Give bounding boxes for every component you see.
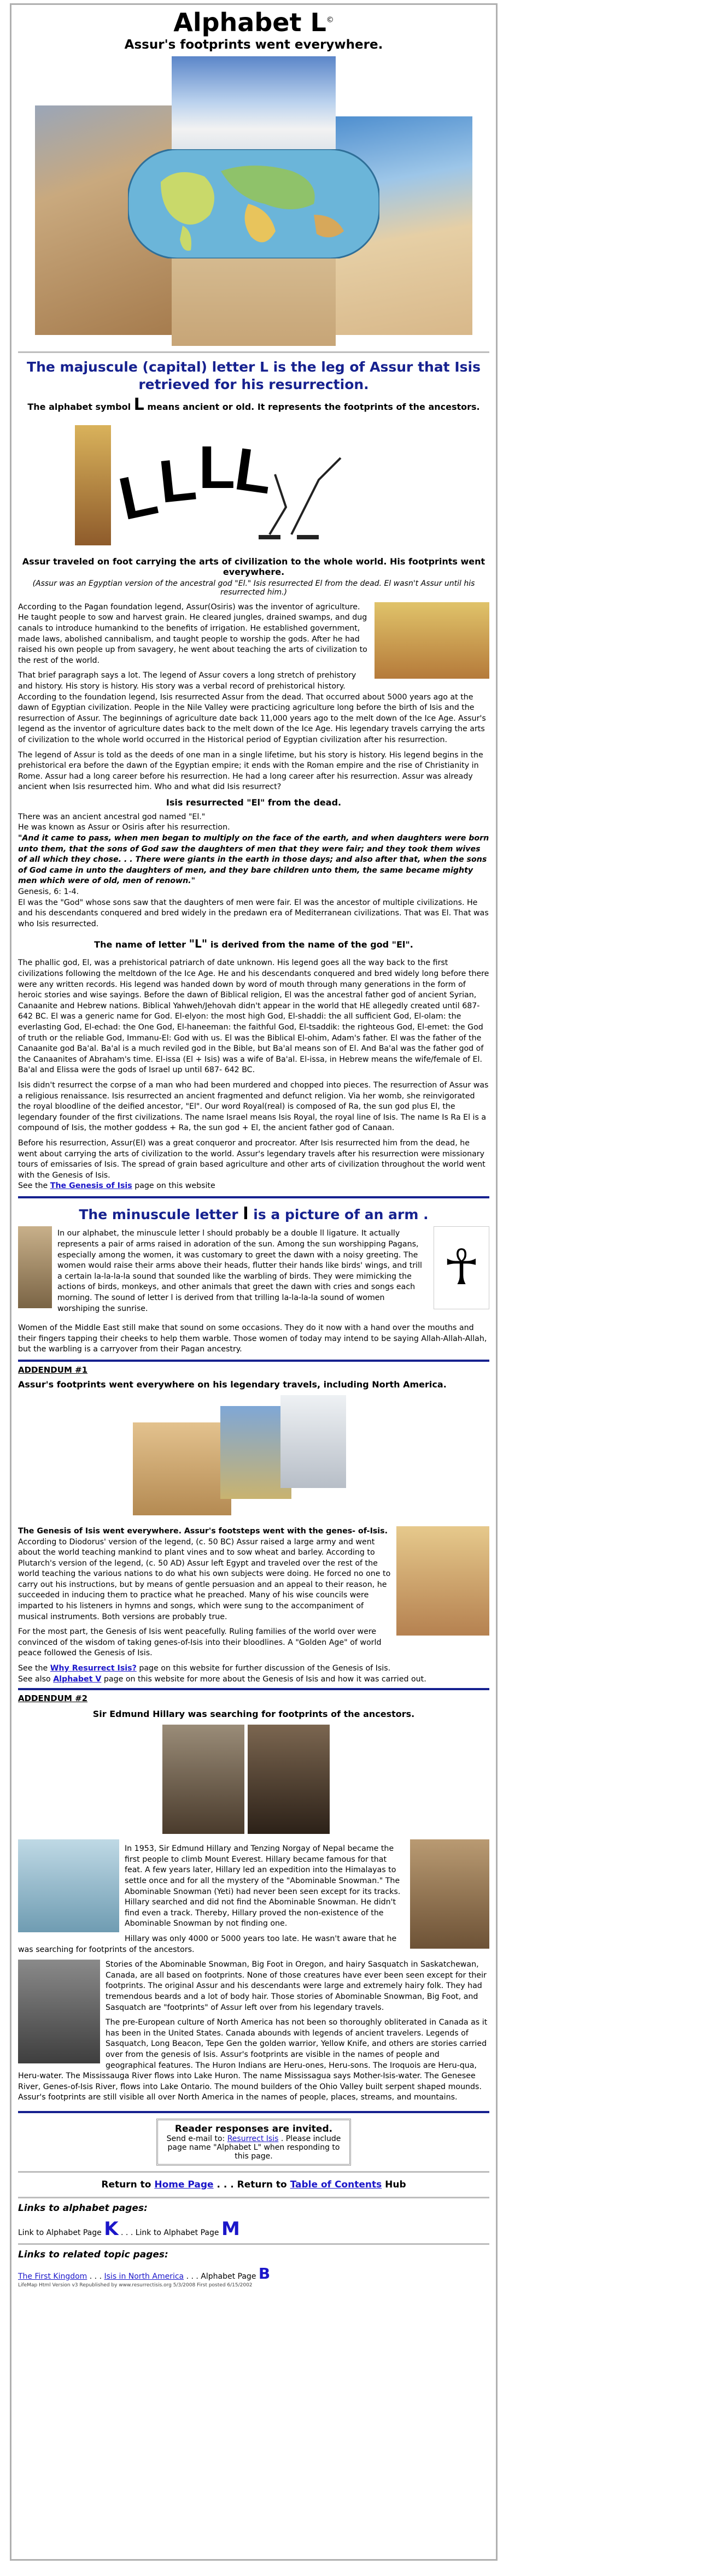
bigfoot-footprint-image [410,1839,489,1949]
tenzing-photo [248,1725,330,1834]
divider [18,351,489,353]
alphabet-v-link[interactable]: Alphabet V [53,1674,102,1684]
assur-caption-italic: (Assur was an Egyptian version of the ancestral god "El." Isis resurrected El from the dead. El wasn't Assur until his resurrected him.) [32,579,475,597]
snow-footprints-image [172,56,336,160]
return-nav: Return to Home Page . . . Return to Table of Contents Hub [101,2179,406,2190]
svg-text:L: L [113,459,163,533]
paragraph: See the Why Resurrect Isis? page on this website for further discussion of the Genesis of Isis. See also Alphabet V page on this website for more about the Genesis of Isis and how it was carried out. [18,1664,426,1684]
section-heading-majuscule: The majuscule (capital) letter L is the leg of Assur that Isis retrieved for his resurrection. [27,359,481,392]
isis-north-america-link[interactable]: Isis in North America [104,2272,184,2281]
reader-response-box: Reader responses are invited. Send e-mail to: Resurrect Isis . Please include page name "Alphabet L" when responding to this page. [156,2119,351,2166]
page-subtitle: Assur's footprints went everywhere. [124,38,383,52]
hillary-photos [18,1725,489,1839]
egyptian-farming-image [375,602,489,679]
symbol-intro: The alphabet symbol L means ancient or old. It represents the footprints of the ancestors. [27,395,480,414]
snow-footprints-image-small [280,1395,346,1488]
subhead-isis-resurrected-el: Isis resurrected "El" from the dead. [166,797,342,808]
divider [18,1196,489,1198]
arm-symbol-image-left [18,1226,52,1308]
addendum-2-label: ADDENDUM #2 [18,1693,88,1704]
table-of-contents-link[interactable]: Table of Contents [290,2179,382,2190]
alphabet-b-link[interactable]: B [258,2264,271,2283]
divider [18,2111,489,2113]
paragraph: Stories of the Abominable Snowman, Big Foot in Oregon, and hairy Sasquatch in Saskatchewan, Canada, are all based on footprints. None of those creatures have ever been seen except for their footprints. The original Assur and his descendants were large and extremely hairy folk. They had tremendous beards and a lot of body hair. Those stories of Abominable Snowman, Big Foot, and Sasquatch are "footprints" of Assur left over from his legendary travels. [106,1960,487,2012]
world-map-image [128,149,379,258]
topic-links: The First Kingdom . . . Isis in North America . . . Alphabet Page B [18,2264,271,2283]
divider [18,2171,489,2173]
first-kingdom-link[interactable]: The First Kingdom [18,2272,87,2281]
paragraph: The phallic god, El, was a prehistorical patriarch of date unknown. His legend goes all the way back to the first civilizations following the meltdown of the Ice Age. He and his descendants conquered and bred widely long before there were any written records. His legend was handed down by word of mouth through many generations in the form of heroic stories and wise sayings. Before the dawn of Biblical religion, El was the ancestral father god of ancient Syrian, Canaanite and Hebrew nations. Biblical Yahweh/Jehovah didn't appear in the world that HE allegedly created until 687- 642 BC. El was a generic name for God. El-elyon: the most high God, El-shaddi: the all sufficient God, El-olam: the everlasting God, El-echad: the One God, El-haneeman: the faithful God, El-tsaddik: the righteous God, El-emet: the God of truth or the reliable God, Immanu-El: God with us. El was the Biblical El-ohim, Adam's father. El was the father of the Canaanite god Ba'al. Ba'al is a much reviled god in the Bible, but Ba'al means son of El. And Ba'al was the father god of the Canaanites of Abraham's time. El-issa (El + Isis) was a wife of Ba'al. El-issa, in Hebrew means the wife/female of El. Ba'al and Elissa were the gods of Israel up until 687- 642 BC. [18,958,489,1075]
alphabet-links-heading: Links to alphabet pages: [18,2202,148,2214]
yeti-footprint-image [18,1839,119,1932]
svg-text:L: L [155,445,200,516]
addendum-2-heading: Sir Edmund Hillary was searching for footprints of the ancestors. [92,1709,415,1720]
resurrect-isis-email-link[interactable]: Resurrect Isis [227,2134,279,2143]
assur-caption-bold: Assur traveled on foot carrying the arts of civilization to the whole world. His footprints went everywhere. [22,556,485,577]
footprints-collage [18,1395,489,1521]
alphabet-links: Link to Alphabet Page K . . . Link to Alphabet Page M [18,2218,240,2240]
home-page-link[interactable]: Home Page [154,2179,214,2190]
paragraph: According to the Pagan foundation legend, Assur(Osiris) was the inventor of agriculture. He taught people to sow and harvest grain. He cleared jungles, drained swamps, and dug canals to introduce humankind to the benefits of irrigation. He established government, made laws, abolished cannibalism, and taught people to worship the gods. After he had raised his own people up from savagery, he went about teaching the arts of civilization to the rest of the world. [18,602,367,665]
paragraph: In 1953, Sir Edmund Hillary and Tenzing Norgay of Nepal became the first people to climb Mount Everest. Hillary became famous for that feat. A few years later, Hillary led an expedition into the Himalayas to settle once and for all the mystery of the "Abominable Snowman." The Abominable Snowman (Yeti) had never been seen except for its tracks. Hillary searched and did not find the Abominable Snowman. He didn't find even a track. Thereby, Hillary proved the non-existence of the Abominable Snowman by not finding one. [125,1844,401,1928]
paragraph: The legend of Assur is told as the deeds of one man in a single lifetime, but his story is history. His legend begins in the prehistorical era before the dawn of the Egyptian empire; it ends with the Roman empire and the rise of Christianity in Rome. Assur had a long career before his resurrection. He had a long career after his resurrection. Assur was already ancient when Isis resurrected him. Who and what did Isis resurrect? [18,750,483,792]
addendum-1-heading: Assur's footprints went everywhere on his legendary travels, including North America. [18,1379,447,1390]
page-title: Alphabet L© [173,8,334,37]
paragraph: Isis didn't resurrect the corpse of a man who had been murdered and chopped into pieces. The resurrection of Assur was a religious renaissance. Isis resurrected an ancient fragmented and defunct religion. Via her womb, she reinvigorated the royal bloodline of the deified ancestor, "El". Our word Royal(real) is composed of Ra, the sun god plus El, the legendary founder of the first civilizations. The name Israel means Isis Royal, the royal line of Isis. The name Is Ra El is a compound of Isis, the mother goddess + Ra, the sun god + El, the ancient father god of Canaan. [18,1080,489,1133]
footer-text: LifeMap Html Version v3 Republished by www.resurrectisis.org 5/3/2008 First posted 6/15/2002 [18,2282,253,2288]
divider [18,1688,489,1690]
paragraph: In our alphabet, the minuscule letter l should probably be a double ll ligature. It actually represents a pair of arms raised in adoration of the sun. Among the sun worshipping Pagans, especially among the women, it was customary to greet the dawn with a noisy greeting. The women would raise their arms above their heads, flutter their hands like birds' wings, and trill a certain la-la-la-la sound that sounded like the warbling of birds. They were mimicking the actions of birds, monkeys, and other animals that greet the dawn with cries and songs each morning. The sound of letter l is derived from that trilling la-la-la-la sound of women worshiping the sunrise. [57,1229,422,1313]
paragraph: Hillary was only 4000 or 5000 years too late. He wasn't aware that he was searching for footprints of the ancestors. [18,1934,397,1954]
walking-l-letters-image [111,425,368,551]
paragraph: That brief paragraph says a lot. The legend of Assur covers a long stretch of prehistory and history. His story is history. His story was a verbal record of prehistorical history. According to the foundation legend, Isis resurrected Assur from the dead. That occurred about 5000 years ago at the dawn of Egyptian civilization. People in the Nile Valley were practicing agriculture long before the birth of Isis and the resurrection of Assur. The beginnings of agriculture date back 11,000 years ago to the melt down of the Ice Age. Assur's legend as the inventor of agriculture dates back to the melt down of the Ice Age. His legendary travels carrying the arts of civilization to the whole world occurred in the Historical period of Egyptian civilization after his resurrection. [18,671,486,744]
header-collage [35,56,472,346]
egyptian-women-painting-image [396,1526,489,1636]
divider [18,1360,489,1362]
svg-text:L: L [231,435,277,507]
ankh-symbol-image-right: ☥ [434,1226,489,1309]
paragraph: The Genesis of Isis went everywhere. Assur's footsteps went with the genes- of-Isis. According to Diodorus' version of the legend, (c. 50 BC) Assur raised a large army and went about the world teaching mankind to plant vines and to sow wheat and barley. According to Plutarch's version of the legend, (c. 50 AD) Assur left Egypt and traveled over the rest of the world teaching the various nations to do what his own subjects were doing. He forced no one to carry out his instructions, but by means of gentle persuasion and an appeal to their reason, he succeeded in inducing them to practice what he preached. Many of his wise councils were imparted to his listeners in hymns and songs, which were sung to the accompaniment of musical instruments. Both versions are probably true. [18,1526,391,1621]
paragraph: Women of the Middle East still make that sound on some occasions. They do it now with a hand over the mouths and their fingers tapping their cheeks to help them warble. Those women of today may intend to be saying Allah-Allah-Allah, but the warbling is a carryover from their Pagan ancestry. [18,1324,487,1354]
paragraph: There was an ancient ancestral god named "El." He was known as Assur or Osiris after his resurrection. "And it came to pass, when men began to multiply on the face of the earth, and when daughters were born unto them, that the sons of God saw the daughters of men that they were fair; and they took them wives of all which they chose. . . There were giants in the earth in those days; and also after that, when the sons of God came in unto the daughters of men, and they bare children unto them, the same became mighty men which were of old, men of renown." Genesis, 6: 1-4. El was the "God" whose sons saw that the daughters of men were fair. El was the ancestor of multiple civilizations. He and his descendants conquered and bred widely in the predawn era of Mediterranean civilizations. That was El. That was who Isis resurrected. [18,812,489,928]
section-heading-minuscule: The minuscule letter l is a picture of an arm . [79,1204,429,1224]
genesis-of-isis-link[interactable]: The Genesis of Isis [50,1181,132,1191]
paragraph: Before his resurrection, Assur(El) was a great conqueror and procreator. After Isis resurrected him from the dead, he went about carrying the arts of civilization to the world. Assur's legendary travels after his resurrection were missionary tours of emissaries of Isis. The spread of grain based agriculture and other arts of civilization throughout the world went with the Genesis of Isis. See the The Genesis of Isis page on this website [18,1138,485,1191]
topic-links-heading: Links to related topic pages: [18,2249,168,2260]
alphabet-k-link[interactable]: K [104,2218,119,2240]
hillary-photo [162,1725,244,1834]
paragraph: The pre-European culture of North America has not been so thoroughly obliterated in Canada as it has been in the United States. Canada abounds with legends of ancient travelers. Legends of Sasquatch, Long Beacon, Tepe Gen the golden warrior, Yellow Knife, and others are stories carried over from the genesis of Isis. Assur's footprints are visible in the names of people and geographical features. The Huron Indians are Heru-ones, Heru-sons. The Iroquois are Heru-qua, Heru-water. The Mississauga River flows into Lake Huron. The name Mississagua says Mother-Isis-water. The Genesee River, Genes-of-Isis River, flows into Lake Ontario. The mound builders of the Ohio Valley built serpent shaped mounds. Assur's footprints are still visible all over North America in the names of people, places, streams, and mountains. [18,2018,488,2102]
divider [18,2243,489,2245]
page-frame [10,3,498,2561]
sasquatch-cast-image [18,1960,100,2063]
egyptian-figure-image [75,425,111,545]
alphabet-m-link[interactable]: M [221,2218,240,2240]
why-resurrect-isis-link[interactable]: Why Resurrect Isis? [50,1664,137,1673]
addendum-1-label: ADDENDUM #1 [18,1365,88,1375]
divider [18,2197,489,2198]
sand-footprints-image [133,1422,231,1515]
subhead-name-of-letter: The name of letter "L" is derived from the name of the god "El". [94,937,413,951]
paragraph: For the most part, the Genesis of Isis went peacefully. Ruling families of the world over were convinced of the wisdom of taking genes-of-Isis into their bloodlines. A "Golden Age" of world peace followed the Genesis of Isis. [18,1627,382,1658]
assur-leg-illustration [18,420,489,551]
svg-text:L: L [198,433,236,501]
